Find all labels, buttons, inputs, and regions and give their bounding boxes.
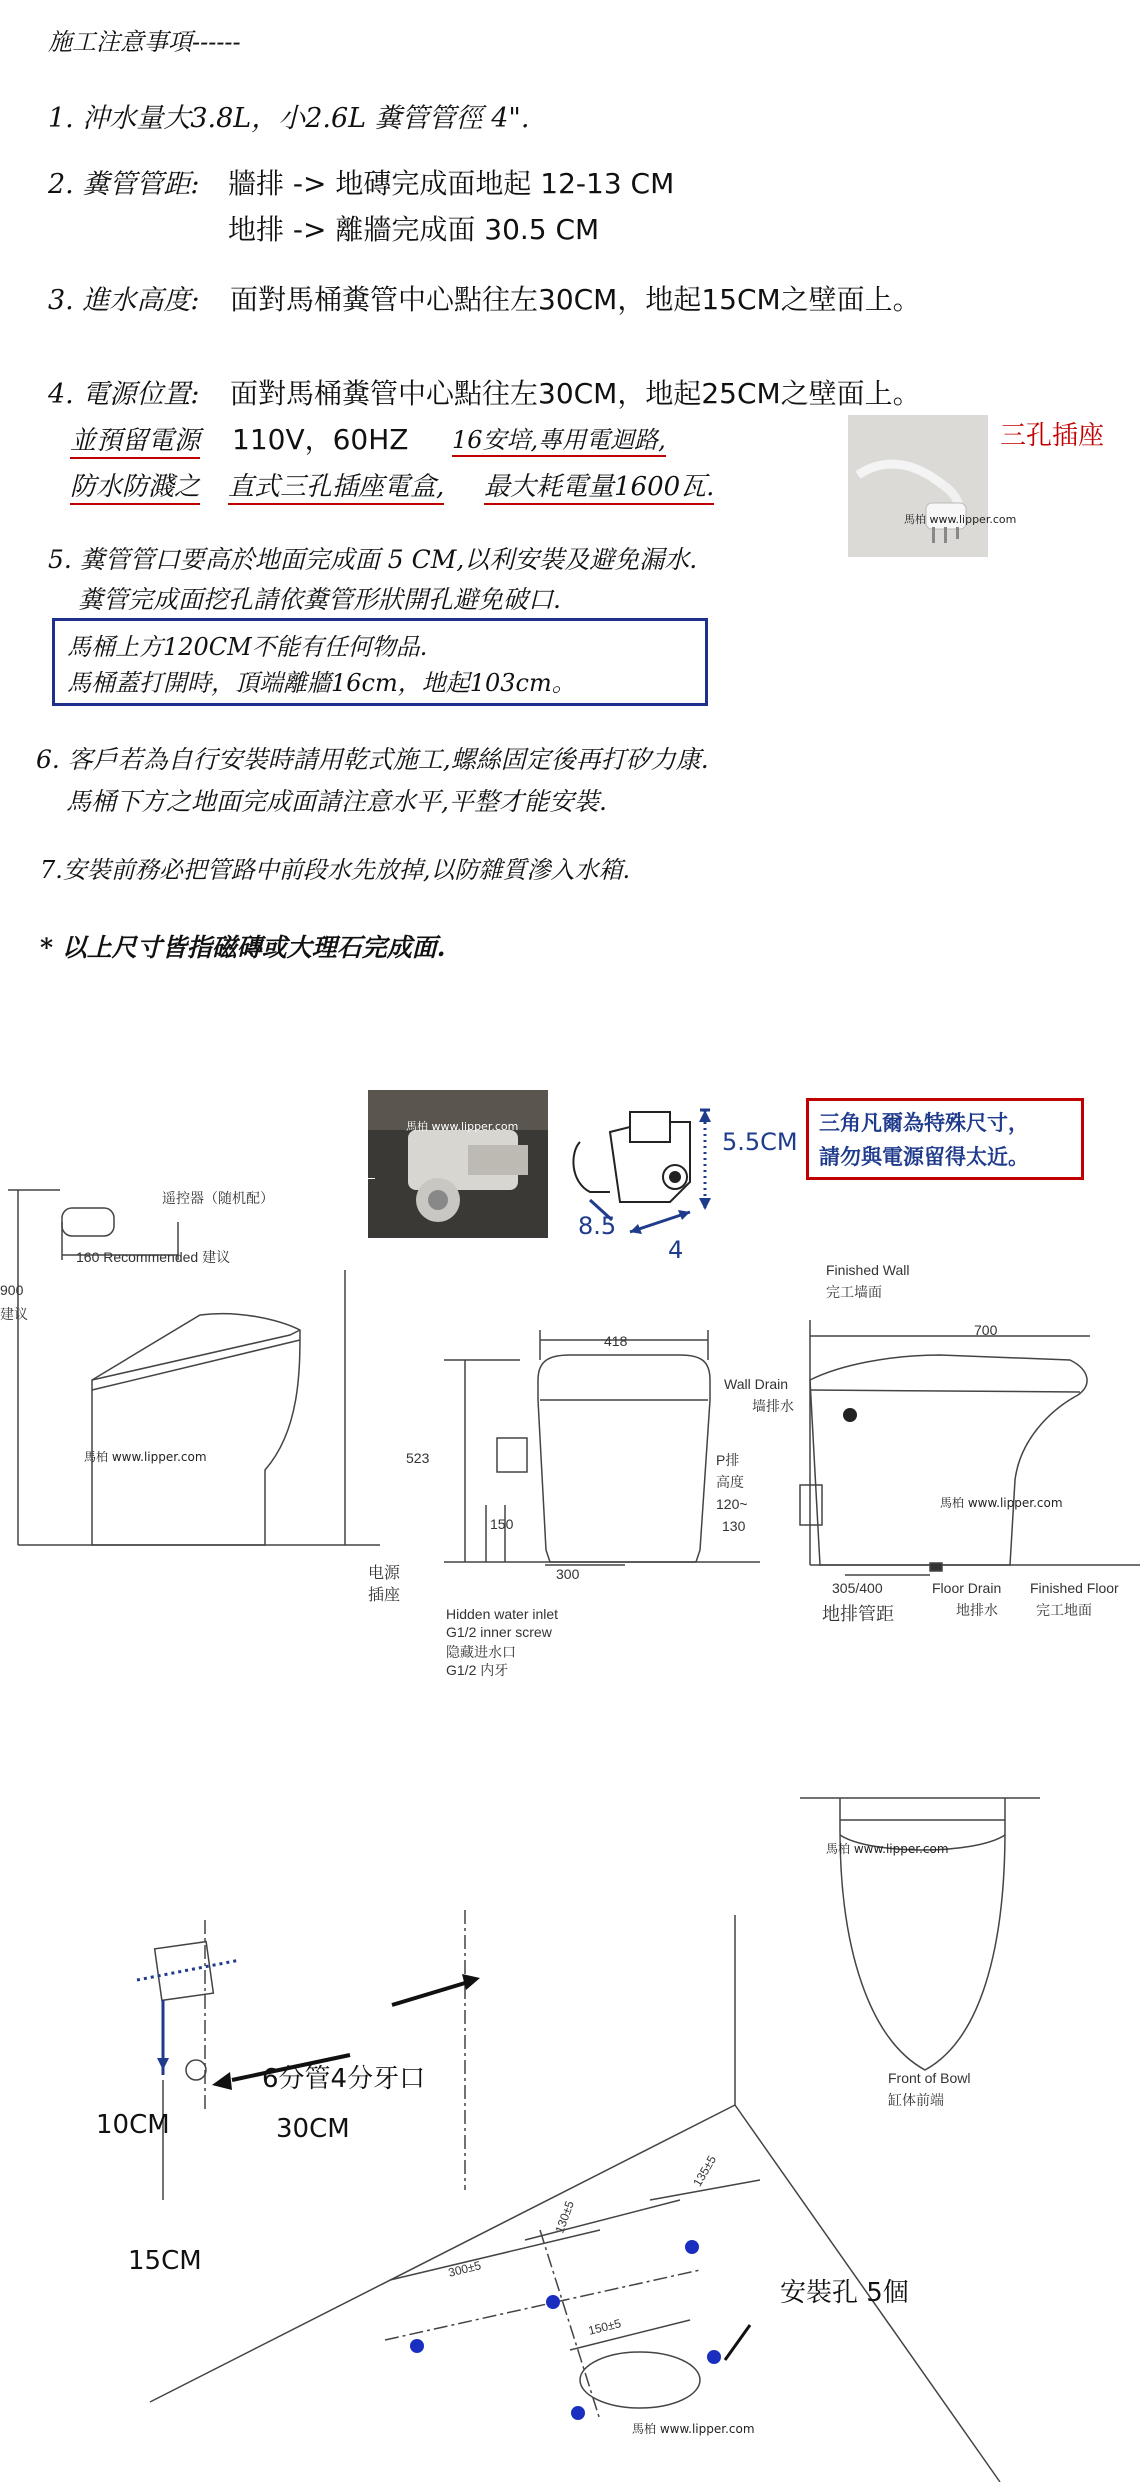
power-plug-icon (848, 415, 988, 557)
plan-top-watermark: 馬柏 www.lipper.com (826, 1842, 949, 1856)
floor-dist-label: 305/400 (832, 1580, 883, 1596)
socket-photo-watermark: 馬柏 www.lipper.com (904, 513, 1017, 526)
distance-15cm-label: 15CM (128, 2246, 202, 2276)
note-item-4-amp: 16安培,專用電迴路, (452, 420, 666, 457)
note-item-4-socket: 直式三孔插座電盒, (228, 466, 444, 505)
floor-drain-label: Floor Drain (932, 1580, 1002, 1596)
note-box (52, 618, 708, 706)
note-item-4-power: 110V，60HZ (232, 423, 409, 456)
note-item-5-line2: 糞管完成面挖孔請依糞管形狀開孔避免破口. (78, 585, 561, 614)
side-view-watermark: 馬柏 www.lipper.com (84, 1450, 207, 1464)
dim-130-label: 130±5 (552, 2198, 577, 2236)
note-item-4-reserve: 並預留電源 (70, 420, 200, 459)
valve-photo-watermark: 馬柏 www.lipper.com (406, 1120, 519, 1133)
front-of-bowl-cn-label: 缸体前端 (888, 2092, 944, 2108)
socket-cn-label-1: 电源 (368, 1565, 401, 1582)
finished-wall-label: Finished Wall (826, 1262, 910, 1278)
install-holes-label: 安裝孔 5個 (780, 2278, 909, 2308)
right-view-drawing (760, 1300, 1140, 1620)
note-item-2-label: 2. 糞管管距: (48, 169, 200, 200)
note-item-2-floor: 地排 -> 離牆完成面 30.5 CM (228, 213, 600, 246)
wall-drain-cn-label: 墙排水 (752, 1398, 794, 1414)
p-trap-label-2: 高度 (716, 1474, 744, 1490)
valve-photo (368, 1090, 548, 1238)
note-box-line2: 馬桶蓋打開時，頂端離牆16cm，地起103cm。 (67, 669, 576, 697)
note-item-6-line2: 馬桶下方之地面完成面請注意水平,平整才能安裝. (66, 787, 607, 816)
note-item-7: 7.安裝前務必把管路中前段水先放掉,以防雜質滲入水箱. (40, 856, 631, 884)
note-item-1: 1. 沖水量大3.8L，小2.6L 糞管管徑 4". (48, 103, 530, 134)
front-height-label: 523 (406, 1450, 430, 1466)
remote-label: 遥控器（随机配） (162, 1190, 274, 1206)
dim-300-label: 300±5 (446, 2258, 483, 2280)
right-view-watermark: 馬柏 www.lipper.com (940, 1496, 1063, 1510)
inlet-width-label: 300 (556, 1566, 580, 1582)
note-item-5-line1: 5. 糞管管口要高於地面完成面 5 CM,以利安裝及避免漏水. (48, 545, 698, 574)
distance-30cm-label: 30CM (276, 2114, 350, 2144)
inlet-en-label-2: G1/2 inner screw (446, 1624, 552, 1640)
front-width-label: 418 (604, 1333, 628, 1349)
pipe-label: 6分管4分牙口 (262, 2064, 426, 2094)
finished-wall-cn-label: 完工墙面 (826, 1284, 882, 1300)
note-box-line1: 馬桶上方120CM不能有任何物品. (67, 633, 428, 661)
note-item-4-label: 4. 電源位置: (48, 379, 200, 410)
recommended-label: 160 Recommended 建议 (76, 1249, 231, 1265)
front-of-bowl-label: Front of Bowl (888, 2070, 971, 2086)
note-footnote: * 以上尺寸皆指磁磚或大理石完成面. (40, 933, 446, 962)
floor-drain-cn-label: 地排水 (956, 1602, 998, 1618)
side-height-cn-label: 建议 (0, 1306, 28, 1322)
plan-bottom-watermark: 馬柏 www.lipper.com (632, 2422, 755, 2436)
note-item-6-line1: 6. 客戶若為自行安裝時請用乾式施工,螺絲固定後再打矽力康. (36, 745, 709, 774)
inlet-height-label: 150 (490, 1516, 514, 1532)
valve-width-label: 4 (668, 1236, 684, 1264)
p-trap-label-4: 130 (722, 1518, 746, 1534)
note-item-4-waterproof: 防水防濺之 (70, 466, 200, 505)
valve-height-label: 5.5CM (722, 1128, 798, 1156)
note-item-3-label: 3. 進水高度: (48, 285, 200, 316)
warning-line2: 請勿與電源留得太近。 (819, 1145, 1029, 1169)
angle-valve-icon (368, 1090, 548, 1238)
p-trap-label-1: P排 (716, 1452, 740, 1468)
socket-photo (848, 415, 1017, 557)
side-height-label: 900 (0, 1282, 24, 1298)
p-trap-label-3: 120~ (716, 1496, 748, 1512)
socket-label: 三孔插座 (1000, 421, 1105, 451)
wall-drain-label: Wall Drain (724, 1376, 789, 1392)
warning-box (806, 1098, 1084, 1180)
warning-line1: 三角凡爾為特殊尺寸， (819, 1111, 1029, 1135)
finished-floor-cn-label: 完工地面 (1036, 1602, 1092, 1618)
notes-title: 施工注意事項------ (48, 28, 241, 56)
note-item-4-text: 面對馬桶糞管中心點往左30CM，地起25CM之壁面上。 (230, 377, 921, 410)
dim-135-label: 135±5 (690, 2153, 720, 2189)
note-item-2-wall: 牆排 -> 地磚完成面地起 12-13 CM (228, 167, 675, 200)
plan-view-drawing (0, 1780, 1140, 2482)
note-item-4-max: 最大耗電量1600瓦. (484, 466, 714, 505)
side-view-drawing (0, 1170, 380, 1590)
right-depth-label: 700 (974, 1322, 998, 1338)
valve-depth-label: 8.5 (578, 1212, 617, 1240)
dim-150-label: 150±5 (586, 2316, 623, 2338)
inlet-cn-label-1: 隐藏进水口 (446, 1644, 516, 1660)
socket-cn-label-2: 插座 (368, 1587, 401, 1604)
finished-floor-label: Finished Floor (1030, 1580, 1119, 1596)
floor-dist-cn-label: 地排管距 (822, 1604, 894, 1624)
note-item-3-text: 面對馬桶糞管中心點往左30CM，地起15CM之壁面上。 (230, 283, 921, 316)
inlet-en-label-1: Hidden water inlet (446, 1606, 559, 1622)
inlet-cn-label-2: G1/2 内牙 (446, 1662, 509, 1678)
distance-10cm-label: 10CM (96, 2110, 170, 2140)
